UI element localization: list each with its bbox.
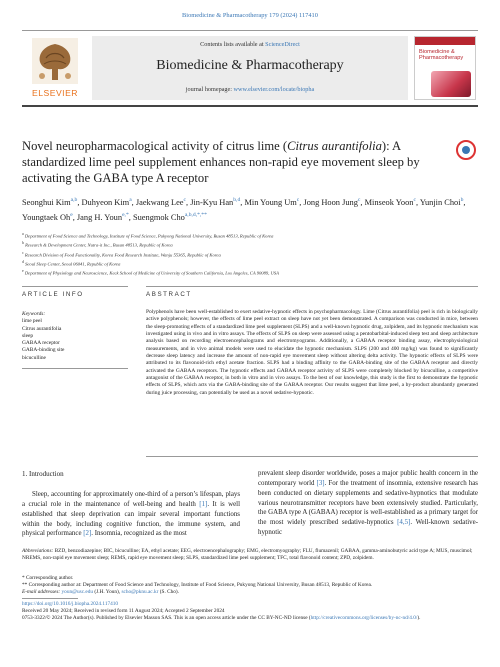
homepage-line [92,86,408,93]
title-species: Citrus aurantifolia [287,139,382,153]
copyright-text: 0753-3322/© 2024 The Author(s). Published by Elsevier Masson SAS. This is an open access article under the CC BY-NC-ND license ( [22,615,311,622]
email-label: E-mail addresses: [22,589,61,596]
author-text: Jang H. Youn [76,213,123,222]
affiliation-text: Department of Food Science and Technology, Institute of Food Science, Pukyong National University, Busan 48513, Republic of Korea [23,233,274,239]
journal-cover-image[interactable] [414,36,476,100]
keyword-item: GABAA receptor [22,340,60,347]
corresponding-author-2: ** Corresponding author at: Department of Food Science and Technology, Institute of Food Science, Pukyong National University, Busan 48513, Republic of Korea. [22,582,373,589]
affiliation-item [22,259,478,268]
title-part-2: ): A standardized lime peel supplement enhances non-rapid eye movement sleep by activating the GABA type A receptor [22,139,420,185]
author-name[interactable] [136,198,186,207]
received-dates: Received 20 May 2024; Received in revised form 11 August 2024; Accepted 2 September 2024 [22,608,225,615]
abbreviations-note [22,548,478,562]
author-affiliation-marker[interactable]: e [70,212,73,219]
abstract-text: Polyphenols have been well-established to exert sedative-hypnotic effects in psychopharmacology. Lime (Citrus aurantifolia) peel is rich in biologically active polyphenols; however, the effects of lime peel extract on sleep have not yet been demonstrated. A comparison was conducted in mice, between the sleep-promoting effects of a standardized lime peel supplement (SLPS) and a well-known hypnotic drug, zolpidem, and its hypnotic mechanism was investigated using in vivo and in vitro assays. The effects of SLPS on sleep were assessed using a pentobarbital-induced sleep test and sleep architecture analysis based on recording electroencephalograms and electromyograms. Additionally, a GABAA receptor binding assay, electrophysiological measurements, and in vivo animal models were used to elucidate the hypnotic mechanism. SLPS (200 and 400 mg/kg) was found to significantly decrease sleep latency and increase the amount of non-rapid eye movement sleep without altering delta activity. The hypnotic effects of SLPS were attributed to its flavonoid-rich ethyl acetate fraction. SLPS had a binding affinity to the GABA-binding site of the GABAA receptor and directly activated the GABAA receptors. The hypnotic effects and GABAA receptor activity of SLPS were completely blocked by bicuculline, a competitive antagonist of the GABAA receptor, in both in vitro and in vivo assays. To the best of our knowledge, this study is the first to demonstrate the hypnotic effects of SLPS, which acts via the GABA-binding site of the GABAA receptor. Our results suggest that lime peel, a by-product abundantly generated during juice processing, can potentially be used as a novel sedative-hypnotic. [146,309,478,396]
abstract-bottom-rule [146,456,478,457]
author-affiliation-marker[interactable]: e,* [122,212,129,219]
author-name[interactable] [244,198,299,207]
masthead-top-rule [22,30,478,31]
author-name[interactable] [77,213,129,222]
author-text: Jong Hoon Jung [303,197,358,207]
footer-rule [22,598,78,599]
author-name[interactable] [420,198,464,207]
email-name-youn: (J.H. Youn), [93,589,122,596]
masthead-box [92,36,408,100]
abstract-heading: ABSTRACT [146,291,192,298]
citation-link[interactable]: [1] [199,500,208,508]
author-affiliation-marker[interactable]: c [413,197,416,203]
contents-line [92,41,408,48]
author-affiliation-marker[interactable]: b [460,197,464,203]
keyword-item: lime peel [22,318,42,325]
author-list: Seonghui Kim$^{a,b}$, Duhyeon Kim$^a$, Jaekwang Lee$^c$, Jin-Kyu Han$^{b,d}$, Min Young Um$^c$, Jong Hoon Jung$^c$, Minseok Yoon$^c$, Yunjin Choi$^b$, Youngtaek Oh$^e$, Jang H. Youn$^{e,*}$, Suengmok Cho$^{a,b,d,*,**}$ [22,197,466,222]
abbreviations-text: BZD, benzodiazepine; BIC, bicuculline; EA, ethyl acetate; EEG, electroencephalography; EMG, electromyography; FLU, flumazenil; GABAA, gamma-aminobutyric acid type A; MUS, muscimol; NREMS, non-rapid eye movement sleep; REMS, rapid eye movement sleep; SLPS, standardized lime peel supplement; TFC, total flavonoid content; ZPD, zolpidem. [22,548,473,562]
affiliation-key: a [22,232,24,236]
copyright-end: ). [417,615,421,622]
citation-link[interactable]: [3] [316,479,325,487]
abbreviations-label: Abbreviations: [22,548,54,554]
affiliation-text: Department of Physiology and Neuroscience, Keck School of Medicine of University of Southern California, Los Angeles, CA 90089, USA [23,270,279,276]
affiliation-item [22,250,478,259]
author-text: Seonghui Kim [22,197,71,207]
license-link[interactable]: http://creativecommons.org/licenses/by-nc-nd/4.0/ [310,615,418,622]
author-text: Jin-Kyu Han [190,197,234,207]
keywords-label: Keywords: [22,311,46,317]
affiliation-item [22,268,478,277]
affiliation-item [22,231,478,240]
email-name-cho: (S. Cho). [158,589,180,596]
author-affiliation-marker[interactable]: c [296,197,300,203]
affiliation-key: b [22,241,24,246]
author-affiliation-marker[interactable]: c [183,197,187,203]
elsevier-logo[interactable] [24,38,86,100]
elsevier-tree-icon [32,38,78,84]
affiliation-list [22,231,478,278]
sciencedirect-link[interactable]: ScienceDirect [265,41,300,48]
body-text: . It is well established that sleep deprivation can impair several important functions within the body, including cognitive function, the immune system, and physical performance [22,500,240,538]
author-name[interactable] [22,198,77,207]
author-name[interactable] [365,198,416,207]
author-name[interactable] [190,198,240,207]
affiliation-key: e [22,269,24,274]
intro-heading: 1. Introduction [22,470,64,478]
author-text: Youngtaek Oh [22,213,71,222]
author-text: Jaekwang Lee [135,197,184,207]
article-info-heading: ARTICLE INFO [22,291,84,298]
article-info-rule [22,286,128,287]
keyword-item: bicuculline [22,354,46,361]
author-name[interactable] [303,198,360,207]
journal-homepage-link[interactable]: www.elsevier.com/locate/biopha [233,86,315,93]
keyword-item: Citrus aurantifolia [22,325,62,332]
author-name[interactable] [133,213,207,222]
body-text: prevalent sleep disorder worldwide, poses a major public health concern in the contemporary world [258,470,478,487]
author-name[interactable] [22,213,73,222]
doi-link[interactable]: https://doi.org/10.1016/j.biopha.2024.117410 [22,601,119,607]
email-link-cho[interactable]: scho@pknu.ac.kr [121,589,159,596]
body-text: . Insomnia, recognized as the most [91,530,187,538]
body-left-column [22,490,240,539]
affiliation-key: d [22,259,24,264]
citation-link[interactable]: [2] [83,530,92,538]
journal-title: Biomedicine & Pharmacotherapy [156,58,344,73]
keywords-bottom-rule [22,368,128,369]
body-right-column [258,469,478,538]
affiliation-text: Seoul Sleep Center, Seoul 06041, Republic of Korea [23,261,121,267]
author-affiliation-marker[interactable]: b,d [233,197,241,203]
author-affiliation-marker[interactable]: a,b,d,*,** [184,212,207,219]
author-text: Yunjin Choi [419,197,461,207]
affiliation-item [22,240,478,249]
cover-band [415,37,476,45]
keyword-item: sleep [22,332,34,339]
keywords-block [22,311,122,362]
affiliation-text: Research & Development Center, Nutra-it Inc., Busan 48513, Republic of Korea [23,242,173,248]
author-text: Min Young Um [244,197,297,207]
email-line [22,589,478,596]
keyword-list [22,318,122,362]
affiliation-key: c [22,250,24,255]
author-text: Suengmok Cho [132,213,185,222]
copyright-line [22,615,478,622]
contents-prefix: Contents lists available at [200,41,266,48]
keyword-item: GABA-binding site [22,347,65,354]
author-text: Duhyeon Kim [81,197,130,207]
cover-title: Biomedicine & Pharmacotherapy [419,49,464,61]
author-affiliation-marker[interactable]: a,b [70,197,78,203]
author-name[interactable] [82,198,132,207]
article-title [22,138,452,186]
author-text: Minseok Yoon [364,197,414,207]
article-footer [22,601,478,623]
title-part-1: Novel neuropharmacological activity of citrus lime ( [22,139,288,153]
cover-artwork [431,71,471,97]
corresponding-author-1: * Corresponding author. [22,575,74,581]
homepage-prefix: journal homepage: [185,86,234,93]
affiliation-text: Research Division of Food Functionality, Korea Food Research Institute, Wanju 55365, Republic of Korea [23,252,221,258]
check-for-updates-icon[interactable] [456,140,476,160]
masthead-bottom-rule [22,105,478,107]
author-affiliation-marker[interactable]: a [129,197,132,203]
journal-masthead [22,30,478,106]
author-affiliation-marker[interactable]: c [357,197,361,203]
body-text: . Well-known sedative-hypnotic [258,519,478,537]
body-text: Sleep, accounting for approximately one-third of a person’s lifespan, plays a crucial role in the maintenance of well-being and health [22,491,240,508]
email-link-youn[interactable]: youn@usc.edu [61,589,94,596]
abstract-rule [146,286,478,287]
body-text: . For the treatment of insomnia, extensive research has been conducted on dietary supplements and sedative-hypnotics that modulate various neurotransmitter receptors have been extensively studied. Particularly, the GABA type A (GABAA) receptor is well-established as a primary target for the most widely prescribed sedative-hypnotics [258,479,478,527]
corresponding-notes [22,575,478,597]
journal-citation[interactable]: Biomedicine & Pharmacotherapy 179 (2024) 117410 [182,12,318,19]
citation-link[interactable]: [4,5] [397,519,411,527]
elsevier-wordmark: ELSEVIER [31,88,79,98]
